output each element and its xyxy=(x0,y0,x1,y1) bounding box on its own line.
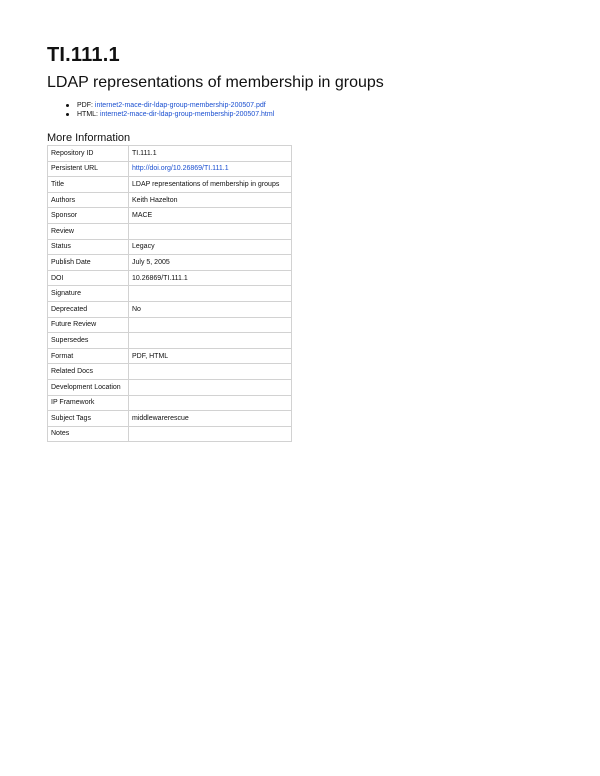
row-key: Related Docs xyxy=(48,364,129,380)
table-row xyxy=(48,255,292,271)
row-value xyxy=(129,379,292,395)
row-value: No xyxy=(129,301,292,317)
row-value: 10.26869/TI.111.1 xyxy=(129,270,292,286)
table-row xyxy=(48,208,292,224)
row-value: Keith Hazelton xyxy=(129,192,292,208)
bullet-icon xyxy=(66,104,69,107)
pdf-link-item xyxy=(61,101,274,110)
row-key: Notes xyxy=(48,426,129,442)
table-row xyxy=(48,223,292,239)
row-key: Future Review xyxy=(48,317,129,333)
download-links-list xyxy=(61,101,274,119)
row-key: Deprecated xyxy=(48,301,129,317)
table-row xyxy=(48,395,292,411)
table-row xyxy=(48,270,292,286)
table-row xyxy=(48,239,292,255)
row-key: Title xyxy=(48,177,129,193)
row-value xyxy=(129,333,292,349)
row-key: Signature xyxy=(48,286,129,302)
row-value xyxy=(129,395,292,411)
table-row xyxy=(48,286,292,302)
row-value: July 5, 2005 xyxy=(129,255,292,271)
row-value: TI.111.1 xyxy=(129,146,292,162)
row-value: LDAP representations of membership in groups xyxy=(129,177,292,193)
row-key: Publish Date xyxy=(48,255,129,271)
row-key: Persistent URL xyxy=(48,161,129,177)
table-row xyxy=(48,348,292,364)
row-key: IP Framework xyxy=(48,395,129,411)
page-subtitle: LDAP representations of membership in groups xyxy=(47,74,384,91)
table-row xyxy=(48,379,292,395)
row-value: Legacy xyxy=(129,239,292,255)
table-row xyxy=(48,177,292,193)
row-value xyxy=(129,161,292,177)
row-key: Subject Tags xyxy=(48,411,129,427)
html-link-label: HTML: xyxy=(77,111,98,118)
row-key: DOI xyxy=(48,270,129,286)
row-value xyxy=(129,426,292,442)
row-key: Supersedes xyxy=(48,333,129,349)
row-value xyxy=(129,364,292,380)
page-title: TI.111.1 xyxy=(47,44,120,66)
row-key: Development Location xyxy=(48,379,129,395)
persistent-url-link[interactable]: http://doi.org/10.26869/TI.111.1 xyxy=(132,165,229,173)
row-value xyxy=(129,223,292,239)
table-row xyxy=(48,301,292,317)
row-key: Repository ID xyxy=(48,146,129,162)
table-row xyxy=(48,426,292,442)
row-key: Authors xyxy=(48,192,129,208)
row-value xyxy=(129,286,292,302)
more-information-heading: More Information xyxy=(47,132,131,144)
row-value xyxy=(129,317,292,333)
html-link-item xyxy=(61,110,274,119)
html-download-link[interactable]: internet2-mace-dir-ldap-group-membership-200507.html xyxy=(99,111,275,118)
table-row xyxy=(48,364,292,380)
row-value: PDF, HTML xyxy=(129,348,292,364)
table-row xyxy=(48,411,292,427)
more-information-table xyxy=(47,145,292,442)
table-row xyxy=(48,192,292,208)
row-value: MACE xyxy=(129,208,292,224)
pdf-download-link[interactable]: internet2-mace-dir-ldap-group-membership-200507.pdf xyxy=(94,102,266,109)
row-key: Sponsor xyxy=(48,208,129,224)
row-value: middlewarerescue xyxy=(129,411,292,427)
pdf-link-label: PDF: xyxy=(77,102,93,109)
bullet-icon xyxy=(66,113,69,116)
table-row xyxy=(48,333,292,349)
table-row xyxy=(48,317,292,333)
row-key: Status xyxy=(48,239,129,255)
row-key: Format xyxy=(48,348,129,364)
row-key: Review xyxy=(48,223,129,239)
table-row xyxy=(48,161,292,177)
table-row xyxy=(48,146,292,162)
